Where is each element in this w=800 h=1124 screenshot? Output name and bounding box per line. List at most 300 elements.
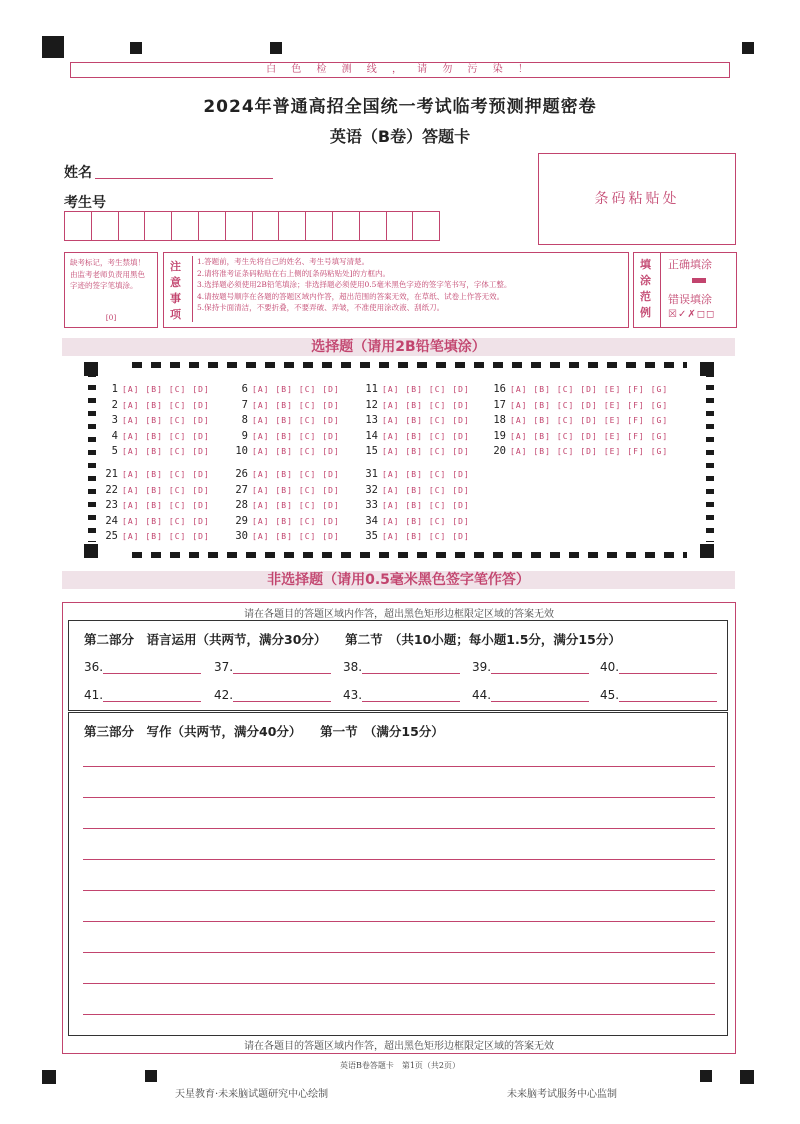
answer-bubble[interactable]: [B] bbox=[145, 532, 163, 542]
registration-mark bbox=[130, 42, 142, 54]
answer-bubble[interactable]: [C] bbox=[428, 431, 447, 441]
choice-question-6 bbox=[232, 383, 346, 395]
answer-bubble[interactable]: [C] bbox=[298, 400, 317, 410]
answer-bubble[interactable]: [D] bbox=[580, 431, 598, 441]
answer-bubble[interactable]: [B] bbox=[405, 485, 423, 495]
answer-bubble[interactable]: [C] bbox=[428, 532, 447, 542]
answer-bubble[interactable]: [C] bbox=[168, 485, 187, 495]
answer-bubble[interactable]: [G] bbox=[650, 447, 669, 457]
question-number: 13 bbox=[365, 414, 378, 427]
notice-item: 5.保持卡面清洁，不要折叠，不要弄破、弄皱，不准使用涂改液、刮纸刀。 bbox=[197, 303, 445, 312]
answer-bubble[interactable]: [B] bbox=[275, 532, 293, 542]
answer-bubble[interactable]: [C] bbox=[298, 516, 317, 526]
answer-bubble[interactable]: [B] bbox=[405, 416, 423, 426]
choice-question-10 bbox=[232, 445, 346, 457]
answer-bubble[interactable]: [A] bbox=[382, 447, 400, 457]
question-number: 3 bbox=[111, 414, 118, 427]
answer-bubble[interactable]: [D] bbox=[192, 470, 210, 479]
answer-bubble[interactable]: [D] bbox=[452, 516, 470, 526]
choice-question-17 bbox=[490, 399, 674, 411]
answer-bubble[interactable]: [A] bbox=[382, 485, 400, 495]
answer-bubble[interactable]: [D] bbox=[192, 485, 210, 495]
registration-mark bbox=[740, 1070, 754, 1084]
question-number: 7 bbox=[241, 398, 248, 411]
answer-bubble[interactable]: [C] bbox=[556, 447, 575, 457]
wrong-fill-samples: ☒✓✗◻◻ bbox=[668, 309, 716, 320]
answer-bubble[interactable]: [C] bbox=[428, 470, 447, 479]
blank-45[interactable]: 45. bbox=[600, 688, 717, 702]
answer-bubble[interactable]: [C] bbox=[298, 447, 317, 457]
answer-bubble[interactable]: [B] bbox=[405, 385, 423, 394]
choice-question-15 bbox=[362, 445, 476, 457]
choice-question-2 bbox=[102, 399, 216, 411]
answer-bubble[interactable]: [D] bbox=[192, 516, 210, 526]
answer-bubble[interactable]: [G] bbox=[650, 416, 669, 426]
writing-line[interactable] bbox=[83, 952, 715, 953]
question-number: 10 bbox=[235, 445, 248, 458]
question-number: 22 bbox=[105, 483, 118, 496]
answer-bubble[interactable]: [C] bbox=[168, 431, 187, 441]
choice-question-9 bbox=[232, 430, 346, 442]
id-label: 考生号 bbox=[64, 195, 106, 211]
answer-bubble[interactable]: [C] bbox=[168, 447, 187, 457]
notice-item: 1.答题前，考生先将自己的姓名、考生号填写清楚。 bbox=[197, 257, 370, 266]
notice-title-char: 意 bbox=[170, 276, 181, 289]
question-number: 20 bbox=[493, 445, 506, 458]
answer-bubble[interactable]: [A] bbox=[122, 431, 140, 441]
answer-bubble[interactable]: [D] bbox=[192, 532, 210, 542]
choice-question-23 bbox=[102, 499, 216, 511]
choice-question-1 bbox=[102, 383, 216, 395]
warning-top: 请在各题目的答题区域内作答，超出黑色矩形边框限定区域的答案无效 bbox=[244, 609, 554, 620]
choice-question-34 bbox=[362, 515, 476, 527]
exam-title: 2024年普通高招全国统一考试临考预测押题密卷 bbox=[203, 97, 597, 117]
white-check-strip: 白 色 检 测 线 ， 请 勿 污 染 ！ bbox=[70, 62, 730, 78]
question-number: 31 bbox=[365, 468, 378, 480]
question-number: 26 bbox=[235, 468, 248, 480]
question-number: 14 bbox=[365, 429, 378, 442]
answer-bubble[interactable]: [D] bbox=[452, 485, 470, 495]
answer-bubble[interactable]: [E] bbox=[603, 385, 622, 394]
answer-bubble[interactable]: [D] bbox=[192, 447, 210, 457]
answer-bubble[interactable]: [E] bbox=[603, 400, 622, 410]
answer-bubble[interactable]: [B] bbox=[533, 416, 551, 426]
timing-track-right bbox=[706, 372, 714, 542]
answer-bubble[interactable]: [B] bbox=[145, 501, 163, 511]
answer-bubble[interactable]: [A] bbox=[382, 431, 400, 441]
registration-mark bbox=[42, 36, 64, 58]
wrong-fill-label: 错误填涂 bbox=[668, 293, 712, 306]
answer-bubble[interactable]: [A] bbox=[510, 385, 528, 394]
blank-38[interactable]: 38. bbox=[343, 660, 460, 674]
question-number: 19 bbox=[493, 429, 506, 442]
answer-bubble[interactable]: [B] bbox=[145, 470, 163, 479]
choice-question-35 bbox=[362, 530, 476, 542]
answer-bubble[interactable]: [B] bbox=[275, 385, 293, 394]
answer-bubble[interactable]: [F] bbox=[627, 431, 645, 441]
answer-bubble[interactable]: [C] bbox=[556, 400, 575, 410]
answer-bubble[interactable]: [A] bbox=[122, 485, 140, 495]
answer-bubble[interactable]: [A] bbox=[252, 431, 270, 441]
answer-bubble[interactable]: [D] bbox=[452, 501, 470, 511]
answer-bubble[interactable]: [B] bbox=[405, 532, 423, 542]
answer-bubble[interactable]: [A] bbox=[252, 516, 270, 526]
answer-bubble[interactable]: [A] bbox=[122, 416, 140, 426]
notice-item: 3.选择题必须使用2B铅笔填涂；非选择题必须使用0.5毫米黑色字迹的签字笔书写，字体工整。 bbox=[197, 280, 512, 289]
answer-bubble[interactable]: [A] bbox=[122, 501, 140, 511]
blank-41[interactable]: 41. bbox=[84, 688, 201, 702]
answer-bubble[interactable]: [C] bbox=[556, 431, 575, 441]
answer-bubble[interactable]: [D] bbox=[322, 501, 340, 511]
answer-bubble[interactable]: [B] bbox=[533, 447, 551, 457]
fill-title-char: 例 bbox=[640, 306, 651, 319]
blank-36[interactable]: 36. bbox=[84, 660, 201, 674]
choice-question-25 bbox=[102, 530, 216, 542]
answer-bubble[interactable]: [D] bbox=[192, 501, 210, 511]
question-number: 15 bbox=[365, 445, 378, 458]
timing-track-top bbox=[132, 362, 687, 368]
frame-corner bbox=[700, 544, 714, 558]
name-label: 姓名 bbox=[64, 165, 92, 181]
answer-bubble[interactable]: [B] bbox=[275, 447, 293, 457]
choice-question-18 bbox=[490, 414, 674, 426]
answer-bubble[interactable]: [D] bbox=[322, 416, 340, 426]
question-number: 16 bbox=[493, 383, 506, 395]
answer-bubble[interactable]: [D] bbox=[322, 470, 340, 479]
answer-bubble[interactable]: [B] bbox=[275, 485, 293, 495]
writing-line[interactable] bbox=[83, 797, 715, 798]
answer-bubble[interactable]: [C] bbox=[168, 470, 187, 479]
question-number: 29 bbox=[235, 514, 248, 527]
answer-bubble[interactable]: [C] bbox=[556, 416, 575, 426]
question-number: 35 bbox=[365, 530, 378, 543]
answer-bubble[interactable]: [F] bbox=[627, 447, 645, 457]
answer-bubble[interactable]: [B] bbox=[145, 431, 163, 441]
answer-bubble[interactable]: [A] bbox=[252, 501, 270, 511]
answer-bubble[interactable]: [A] bbox=[252, 470, 270, 479]
answer-bubble[interactable]: [A] bbox=[510, 447, 528, 457]
answer-bubble[interactable]: [D] bbox=[192, 385, 210, 394]
answer-bubble[interactable]: [B] bbox=[405, 501, 423, 511]
absent-note: 缺考标记，考生禁填！由监考老师负责用黑色字迹的签字笔填涂。 bbox=[70, 258, 145, 290]
question-number: 33 bbox=[365, 499, 378, 512]
answer-bubble[interactable]: [A] bbox=[382, 501, 400, 511]
blank-37[interactable]: 37. bbox=[214, 660, 331, 674]
answer-bubble[interactable]: [A] bbox=[382, 400, 400, 410]
answer-bubble[interactable]: [D] bbox=[452, 532, 470, 542]
right-credit: 未来脑考试服务中心监制 bbox=[507, 1089, 617, 1100]
question-number: 30 bbox=[235, 530, 248, 543]
answer-bubble[interactable]: [D] bbox=[322, 532, 340, 542]
notice-title-char: 注 bbox=[170, 260, 181, 273]
writing-line[interactable] bbox=[83, 921, 715, 922]
registration-mark bbox=[145, 1070, 157, 1082]
question-number: 32 bbox=[365, 483, 378, 496]
fill-title-char: 填 bbox=[640, 258, 651, 271]
choice-question-4 bbox=[102, 430, 216, 442]
answer-bubble[interactable]: [G] bbox=[650, 431, 669, 441]
choice-question-31 bbox=[362, 468, 476, 480]
question-number: 6 bbox=[241, 383, 248, 395]
answer-bubble[interactable]: [C] bbox=[298, 501, 317, 511]
answer-bubble[interactable]: [E] bbox=[603, 447, 622, 457]
question-number: 5 bbox=[111, 445, 118, 458]
answer-bubble[interactable]: [D] bbox=[192, 400, 210, 410]
notice-title-char: 项 bbox=[170, 308, 181, 321]
registration-mark bbox=[700, 1070, 712, 1082]
answer-bubble[interactable]: [A] bbox=[510, 400, 528, 410]
answer-bubble[interactable]: [C] bbox=[168, 516, 187, 526]
id-grid[interactable] bbox=[64, 211, 440, 241]
choice-question-16 bbox=[490, 383, 674, 395]
part2-heading: 第二部分 语言运用（共两节，满分30分） 第二节 （共10小题；每小题1.5分，满分15分） bbox=[84, 632, 621, 647]
answer-bubble[interactable]: [D] bbox=[192, 431, 210, 441]
choice-question-33 bbox=[362, 499, 476, 511]
registration-mark bbox=[42, 1070, 56, 1084]
answer-bubble[interactable]: [D] bbox=[580, 416, 598, 426]
answer-bubble[interactable]: [B] bbox=[533, 431, 551, 441]
warning-bottom: 请在各题目的答题区域内作答，超出黑色矩形边框限定区域的答案无效 bbox=[244, 1041, 554, 1052]
timing-track-left bbox=[88, 372, 96, 542]
fill-example-box bbox=[633, 252, 737, 328]
question-number: 9 bbox=[241, 429, 248, 442]
question-number: 8 bbox=[241, 414, 248, 427]
answer-bubble[interactable]: [A] bbox=[252, 447, 270, 457]
answer-bubble[interactable]: [A] bbox=[382, 470, 400, 479]
writing-line[interactable] bbox=[83, 766, 715, 767]
answer-bubble[interactable]: [C] bbox=[298, 431, 317, 441]
choice-question-28 bbox=[232, 499, 346, 511]
answer-bubble[interactable]: [C] bbox=[298, 532, 317, 542]
answer-bubble[interactable]: [D] bbox=[580, 447, 598, 457]
answer-bubble[interactable]: [C] bbox=[428, 385, 447, 394]
fill-title-char: 范 bbox=[640, 290, 651, 303]
answer-bubble[interactable]: [D] bbox=[322, 447, 340, 457]
answer-bubble[interactable]: [D] bbox=[452, 416, 470, 426]
answer-bubble[interactable]: [B] bbox=[275, 470, 293, 479]
writing-line[interactable] bbox=[83, 890, 715, 891]
answer-bubble[interactable]: [A] bbox=[122, 447, 140, 457]
question-number: 18 bbox=[493, 414, 506, 427]
choice-question-30 bbox=[232, 530, 346, 542]
question-number: 34 bbox=[365, 514, 378, 527]
answer-bubble[interactable]: [D] bbox=[580, 385, 598, 394]
answer-bubble[interactable]: [C] bbox=[168, 532, 187, 542]
answer-bubble[interactable]: [B] bbox=[145, 447, 163, 457]
answer-bubble[interactable]: [A] bbox=[382, 516, 400, 526]
answer-bubble[interactable]: [F] bbox=[627, 416, 645, 426]
choice-question-13 bbox=[362, 414, 476, 426]
answer-bubble[interactable]: [D] bbox=[322, 485, 340, 495]
answer-bubble[interactable]: [A] bbox=[252, 485, 270, 495]
answer-bubble[interactable]: [B] bbox=[405, 516, 423, 526]
answer-bubble[interactable]: [A] bbox=[252, 532, 270, 542]
answer-bubble[interactable]: [A] bbox=[252, 416, 270, 426]
question-number: 11 bbox=[365, 383, 378, 395]
answer-bubble[interactable]: [D] bbox=[322, 400, 340, 410]
answer-bubble[interactable]: [A] bbox=[382, 532, 400, 542]
answer-bubble[interactable]: [A] bbox=[122, 516, 140, 526]
question-number: 4 bbox=[111, 429, 118, 442]
answer-bubble[interactable]: [C] bbox=[298, 385, 317, 394]
answer-bubble[interactable]: [B] bbox=[145, 416, 163, 426]
answer-bubble[interactable]: [E] bbox=[603, 431, 622, 441]
question-number: 25 bbox=[105, 530, 118, 543]
choice-title: 选择题（请用2B铅笔填涂） bbox=[62, 338, 735, 356]
absent-checkbox[interactable]: [0] bbox=[105, 312, 117, 322]
question-number: 21 bbox=[105, 468, 118, 480]
choice-question-14 bbox=[362, 430, 476, 442]
answer-bubble[interactable]: [C] bbox=[168, 501, 187, 511]
answer-bubble[interactable]: [B] bbox=[275, 416, 293, 426]
blank-44[interactable]: 44. bbox=[472, 688, 589, 702]
answer-bubble[interactable]: [A] bbox=[252, 400, 270, 410]
choice-question-11 bbox=[362, 383, 476, 395]
answer-bubble[interactable]: [A] bbox=[122, 532, 140, 542]
blank-39[interactable]: 39. bbox=[472, 660, 589, 674]
choice-question-29 bbox=[232, 515, 346, 527]
answer-bubble[interactable]: [C] bbox=[168, 400, 187, 410]
registration-mark bbox=[270, 42, 282, 54]
choice-question-21 bbox=[102, 468, 216, 480]
answer-bubble[interactable]: [C] bbox=[428, 447, 447, 457]
answer-bubble[interactable]: [G] bbox=[650, 400, 669, 410]
question-number: 12 bbox=[365, 398, 378, 411]
answer-bubble[interactable]: [C] bbox=[428, 516, 447, 526]
part3-box bbox=[68, 712, 728, 1036]
part3-heading: 第三部分 写作（共两节，满分40分） 第一节 （满分15分） bbox=[84, 724, 444, 739]
answer-bubble[interactable]: [B] bbox=[145, 485, 163, 495]
answer-bubble[interactable]: [B] bbox=[275, 431, 293, 441]
notice-item: 2.请将准考证条码粘贴在右上侧的[条码粘贴处]的方框内。 bbox=[197, 268, 391, 278]
answer-bubble[interactable]: [B] bbox=[405, 447, 423, 457]
answer-bubble[interactable]: [A] bbox=[122, 400, 140, 410]
answer-bubble[interactable]: [F] bbox=[627, 400, 645, 410]
question-number: 1 bbox=[111, 383, 118, 395]
answer-bubble[interactable]: [B] bbox=[145, 516, 163, 526]
question-number: 23 bbox=[105, 499, 118, 512]
answer-bubble[interactable]: [B] bbox=[275, 516, 293, 526]
notice-item: 4.请按题号顺序在各题的答题区域内作答，超出范围的答案无效，在草纸、试卷上作答无效。 bbox=[197, 291, 505, 301]
answer-bubble[interactable]: [B] bbox=[533, 385, 551, 394]
answer-bubble[interactable]: [D] bbox=[452, 431, 470, 441]
blank-43[interactable]: 43. bbox=[343, 688, 460, 702]
correct-fill-label: 正确填涂 bbox=[668, 258, 712, 271]
absent-mark-box bbox=[64, 252, 158, 328]
answer-bubble[interactable]: [G] bbox=[650, 385, 669, 394]
writing-line[interactable] bbox=[83, 828, 715, 829]
answer-bubble[interactable]: [D] bbox=[322, 431, 340, 441]
answer-bubble[interactable]: [D] bbox=[192, 416, 210, 426]
name-field[interactable] bbox=[95, 162, 273, 179]
blank-40[interactable]: 40. bbox=[600, 660, 717, 674]
barcode-area: 条码粘贴处 bbox=[538, 153, 736, 245]
choice-question-20 bbox=[490, 445, 674, 457]
answer-bubble[interactable]: [D] bbox=[322, 385, 340, 394]
choice-question-32 bbox=[362, 484, 476, 496]
answer-bubble[interactable]: [C] bbox=[428, 485, 447, 495]
choice-question-22 bbox=[102, 484, 216, 496]
answer-bubble[interactable]: [B] bbox=[405, 470, 423, 479]
answer-bubble[interactable]: [C] bbox=[298, 485, 317, 495]
correct-fill-sample bbox=[692, 278, 706, 283]
question-number: 24 bbox=[105, 514, 118, 527]
writing-line[interactable] bbox=[83, 1014, 715, 1015]
answer-bubble[interactable]: [D] bbox=[452, 470, 470, 479]
answer-bubble[interactable]: [F] bbox=[627, 385, 645, 394]
nonchoice-title: 非选择题（请用0.5毫米黑色签字笔作答） bbox=[62, 571, 735, 589]
answer-bubble[interactable]: [A] bbox=[122, 385, 140, 394]
exam-subtitle: 英语（B卷）答题卡 bbox=[329, 127, 471, 146]
answer-bubble[interactable]: [C] bbox=[168, 385, 187, 394]
notice-title-char: 事 bbox=[170, 292, 181, 305]
notice-box bbox=[163, 252, 629, 328]
choice-question-24 bbox=[102, 515, 216, 527]
choice-question-7 bbox=[232, 399, 346, 411]
answer-bubble[interactable]: [B] bbox=[405, 431, 423, 441]
answer-bubble[interactable]: [C] bbox=[298, 470, 317, 479]
answer-bubble[interactable]: [C] bbox=[168, 416, 187, 426]
answer-bubble[interactable]: [A] bbox=[382, 416, 400, 426]
answer-bubble[interactable]: [B] bbox=[275, 400, 293, 410]
frame-corner bbox=[84, 362, 98, 376]
choice-question-3 bbox=[102, 414, 216, 426]
answer-bubble[interactable]: [A] bbox=[510, 416, 528, 426]
registration-mark bbox=[742, 42, 754, 54]
question-number: 2 bbox=[111, 398, 118, 411]
answer-bubble[interactable]: [C] bbox=[298, 416, 317, 426]
answer-bubble[interactable]: [A] bbox=[252, 385, 270, 394]
writing-line[interactable] bbox=[83, 859, 715, 860]
frame-corner bbox=[700, 362, 714, 376]
answer-bubble[interactable]: [E] bbox=[603, 416, 622, 426]
choice-question-27 bbox=[232, 484, 346, 496]
answer-bubble[interactable]: [D] bbox=[452, 400, 470, 410]
writing-line[interactable] bbox=[83, 983, 715, 984]
answer-bubble[interactable]: [D] bbox=[452, 447, 470, 457]
answer-bubble[interactable]: [A] bbox=[382, 385, 400, 394]
choice-question-5 bbox=[102, 445, 216, 457]
answer-bubble[interactable]: [D] bbox=[322, 516, 340, 526]
answer-bubble[interactable]: [B] bbox=[275, 501, 293, 511]
answer-bubble[interactable]: [B] bbox=[145, 400, 163, 410]
question-number: 28 bbox=[235, 499, 248, 512]
answer-bubble[interactable]: [B] bbox=[533, 400, 551, 410]
frame-corner bbox=[84, 544, 98, 558]
question-number: 27 bbox=[235, 483, 248, 496]
left-credit: 天星教育·未来脑试题研究中心绘制 bbox=[175, 1089, 329, 1100]
choice-question-8 bbox=[232, 414, 346, 426]
answer-bubble[interactable]: [D] bbox=[580, 400, 598, 410]
answer-bubble[interactable]: [C] bbox=[428, 400, 447, 410]
choice-question-26 bbox=[232, 468, 346, 480]
answer-bubble[interactable]: [A] bbox=[122, 470, 140, 479]
question-number: 17 bbox=[493, 398, 506, 411]
answer-bubble[interactable]: [C] bbox=[556, 385, 575, 394]
page-label: 英语B卷答题卡 第1页（共2页） bbox=[339, 1061, 461, 1070]
answer-bubble[interactable]: [B] bbox=[145, 385, 163, 394]
answer-bubble[interactable]: [C] bbox=[428, 416, 447, 426]
answer-bubble[interactable]: [D] bbox=[452, 385, 470, 394]
timing-track-bottom bbox=[132, 552, 687, 558]
choice-question-19 bbox=[490, 430, 674, 442]
answer-bubble[interactable]: [C] bbox=[428, 501, 447, 511]
fill-title-char: 涂 bbox=[640, 274, 651, 287]
blank-42[interactable]: 42. bbox=[214, 688, 331, 702]
answer-bubble[interactable]: [B] bbox=[405, 400, 423, 410]
answer-bubble[interactable]: [A] bbox=[510, 431, 528, 441]
choice-question-12 bbox=[362, 399, 476, 411]
